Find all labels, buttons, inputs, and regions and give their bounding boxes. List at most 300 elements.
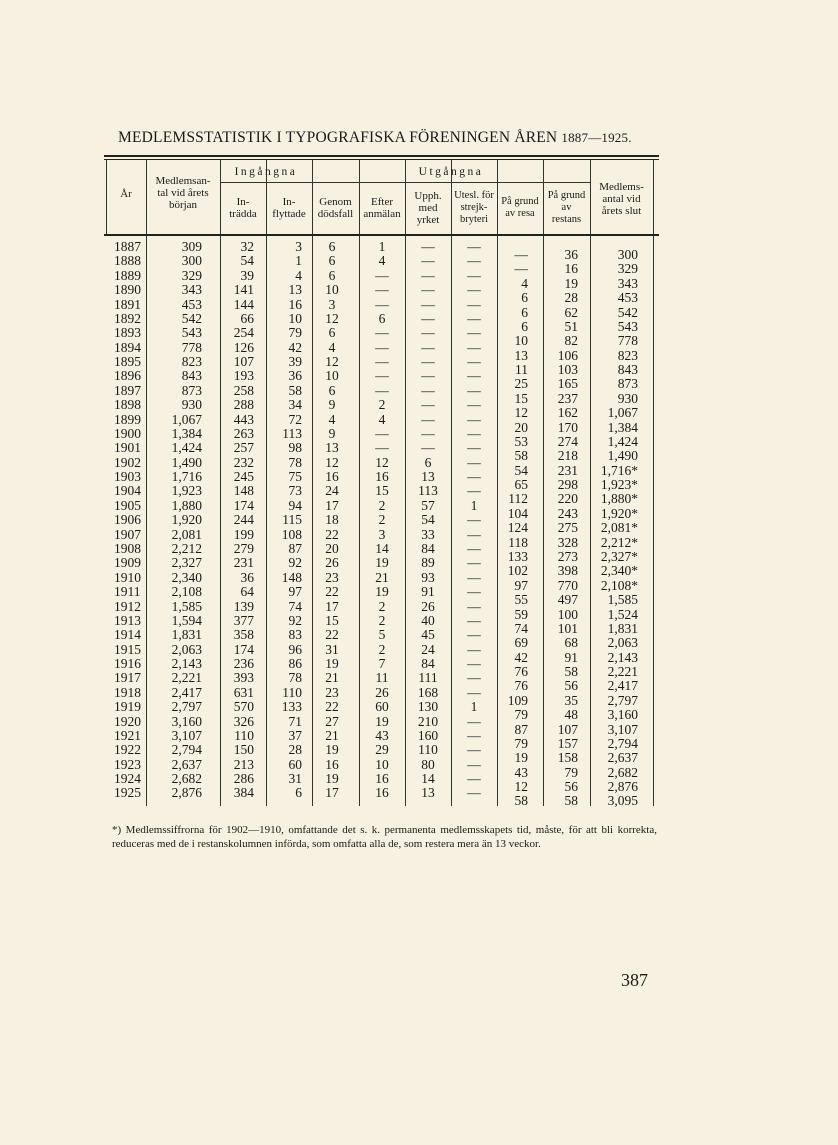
table-cell: 107 <box>557 721 578 737</box>
table-cell: 73 <box>288 483 302 499</box>
table-cell: 78 <box>288 454 302 470</box>
table-cell: 497 <box>557 592 578 608</box>
table-cell: 10 <box>325 282 339 298</box>
table-cell: 843 <box>617 362 638 378</box>
table-cell: 13 <box>421 469 435 485</box>
table-cell: 3 <box>328 296 336 312</box>
table-cell: 9 <box>328 397 336 413</box>
table-cell: 1922 <box>114 742 141 758</box>
table-cell: 453 <box>181 296 202 312</box>
table-cell: 10 <box>375 756 389 772</box>
table-cell: — <box>467 684 481 700</box>
table-cell: 82 <box>564 333 578 349</box>
table-cell: — <box>467 641 481 657</box>
table-cell: 91 <box>421 584 435 600</box>
table-cell: 25 <box>514 376 528 392</box>
table-cell: — <box>421 296 435 312</box>
table-cell: 770 <box>557 577 578 593</box>
table-cell: 2 <box>378 641 386 657</box>
title-main: MEDLEMSSTATISTIK I TYPOGRAFISKA FÖRENINGEN ÅREN <box>118 129 558 146</box>
table-cell: 29 <box>375 742 389 758</box>
table-cell: 2,417 <box>171 684 202 700</box>
table-cell: 1919 <box>114 699 141 715</box>
table-cell: 2 <box>378 512 386 528</box>
table-cell: 13 <box>421 785 435 801</box>
table-cell: 55 <box>514 592 528 608</box>
table-cell: 58 <box>514 448 528 464</box>
table-cell: 1,384 <box>607 419 638 435</box>
table-cell: 19 <box>375 713 389 729</box>
table-cell: 17 <box>325 785 339 801</box>
table-cell: 3 <box>295 239 302 254</box>
table-cell: 1925 <box>114 785 141 801</box>
table-cell: 58 <box>514 793 528 809</box>
table-cell: 1898 <box>114 397 141 413</box>
table-cell: — <box>467 382 481 398</box>
table-cell: 12 <box>514 405 528 421</box>
table-cell: 6 <box>424 454 432 470</box>
table-cell: 254 <box>233 325 254 341</box>
table-cell: — <box>421 325 435 341</box>
table-cell: 56 <box>564 779 578 795</box>
table-cell: 12 <box>514 779 528 795</box>
table-cell: 12 <box>325 354 339 370</box>
table-cell: 126 <box>233 339 254 355</box>
table-cell: 65 <box>514 477 528 493</box>
table-cell: 1907 <box>114 526 141 542</box>
table-cell: 2,143 <box>607 649 638 665</box>
table-cell: 244 <box>233 512 254 528</box>
table-cell: 84 <box>421 540 435 556</box>
table-cell: 71 <box>288 713 302 729</box>
header-ar: År <box>120 188 132 200</box>
table-cell: 112 <box>508 491 528 507</box>
table-cell: 24 <box>325 483 339 499</box>
table-cell: 43 <box>375 727 389 743</box>
table-cell: 92 <box>288 555 302 571</box>
header-inflyttade: In- flyttade <box>272 196 306 220</box>
table-cell: 1,585 <box>607 592 638 608</box>
table-cell: — <box>467 354 481 370</box>
table-cell: 1,384 <box>171 425 202 441</box>
table-cell: 23 <box>325 684 339 700</box>
table-cell: 873 <box>181 382 202 398</box>
table-cell: 2 <box>378 598 386 614</box>
table-cell: 2,637 <box>171 756 202 772</box>
table-cell: 286 <box>233 771 254 787</box>
table-cell: 165 <box>557 376 578 392</box>
table-cell: 31 <box>325 641 339 657</box>
table-cell: — <box>375 282 389 298</box>
table-cell: 144 <box>233 296 254 312</box>
table-cell: 358 <box>233 627 254 643</box>
table-cell: 157 <box>557 735 578 751</box>
table-cell: 16 <box>375 785 389 801</box>
table-cell: 1887 <box>114 239 141 254</box>
table-cell: 53 <box>514 433 528 449</box>
table-cell: 1,716* <box>600 462 638 478</box>
table-cell: 1890 <box>114 282 141 298</box>
table-cell: — <box>467 526 481 542</box>
table-cell: 275 <box>557 520 578 536</box>
table-cell: 60 <box>288 756 302 772</box>
table-cell: 274 <box>557 433 578 449</box>
header-pa-grund-resa: På grund av resa <box>501 196 539 219</box>
table-cell: 326 <box>233 713 254 729</box>
table-cell: 2,797 <box>171 699 202 715</box>
table-cell: 6 <box>328 325 336 341</box>
table-cell: 1910 <box>114 569 141 585</box>
table-cell: 6 <box>521 290 528 306</box>
table-cell: 257 <box>233 440 254 456</box>
table-cell: 16 <box>564 261 578 277</box>
table-cell: 2,327* <box>600 548 638 564</box>
table-cell: — <box>467 339 481 355</box>
table-cell: 23 <box>325 569 339 585</box>
table-cell: 35 <box>564 692 578 708</box>
table-cell: 930 <box>617 390 638 406</box>
table-cell: 1,594 <box>171 612 202 628</box>
table-cell: 1918 <box>114 684 141 700</box>
table-cell: 150 <box>233 742 254 758</box>
table-cell: 36 <box>240 569 254 585</box>
table-cell: 42 <box>514 649 528 665</box>
table-cell: 78 <box>288 670 302 686</box>
table-cell: 32 <box>240 239 254 254</box>
table-cell: 1920 <box>114 713 141 729</box>
table-cell: 288 <box>233 397 254 413</box>
table-cell: 823 <box>181 354 202 370</box>
table-cell: 20 <box>325 540 339 556</box>
table-cell: — <box>467 742 481 758</box>
table-cell: 97 <box>288 584 302 600</box>
header-medlemsantal-borjan: Medlemsan- tal vid årets början <box>155 175 211 211</box>
table-cell: 113 <box>282 425 302 441</box>
table-cell: 778 <box>617 333 638 349</box>
table-cell: 2,637 <box>607 750 638 766</box>
table-cell: 2,063 <box>607 635 638 651</box>
table-cell: — <box>375 368 389 384</box>
table-cell: 778 <box>181 339 202 355</box>
table-cell: 58 <box>288 382 302 398</box>
table-cell: 1906 <box>114 512 141 528</box>
table-cell: 4 <box>328 339 336 355</box>
table-cell: 54 <box>421 512 435 528</box>
table-cell: 174 <box>233 641 254 657</box>
table-cell: 218 <box>557 448 578 464</box>
table-cell: 4 <box>378 253 386 269</box>
table-cell: 92 <box>288 612 302 628</box>
title-years: 1887—1925. <box>561 130 632 145</box>
table-cell: — <box>467 296 481 312</box>
table-cell: — <box>467 612 481 628</box>
table-cell: 130 <box>417 699 439 715</box>
table-cell: 570 <box>233 699 254 715</box>
table-cell: 79 <box>514 735 528 751</box>
table-cell: 13 <box>325 440 339 456</box>
table-cell: 11 <box>375 670 389 686</box>
table-cell: 9 <box>328 425 336 441</box>
table-cell: 1,831 <box>171 627 202 643</box>
table-cell: 16 <box>325 756 339 772</box>
table-cell: 2,212* <box>600 534 638 550</box>
page-title <box>118 129 658 147</box>
table-cell: 243 <box>557 505 578 521</box>
table-cell: 19 <box>325 656 339 672</box>
table-cell: 45 <box>421 627 435 643</box>
table-cell: 1911 <box>114 584 141 600</box>
table-cell: 89 <box>421 555 435 571</box>
table-cell: — <box>421 368 435 384</box>
table-cell: 59 <box>514 606 528 622</box>
table-cell: 1 <box>470 497 478 513</box>
table-cell: 328 <box>557 534 578 550</box>
table-cell: 1923 <box>114 756 141 772</box>
table-cell: 2,143 <box>171 656 202 672</box>
table-cell: — <box>467 540 481 556</box>
table-cell: 1909 <box>114 555 141 571</box>
table-cell: — <box>375 296 389 312</box>
table-cell: 5 <box>378 627 386 643</box>
table-cell: 58 <box>564 664 578 680</box>
table-cell: 12 <box>325 454 339 470</box>
table-cell: 1888 <box>114 253 141 269</box>
table-cell: 236 <box>233 656 254 672</box>
table-cell: — <box>467 454 481 470</box>
header-pa-grund-restans: På grund av restans <box>547 190 586 225</box>
table-cell: 37 <box>288 727 302 743</box>
table-cell: 160 <box>417 727 439 743</box>
table-cell: 162 <box>557 405 578 421</box>
table-cell: — <box>421 253 435 269</box>
table-cell: 74 <box>288 598 302 614</box>
table-cell: 258 <box>233 382 254 398</box>
table-cell: 7 <box>378 656 386 672</box>
table-cell: 2,682 <box>607 764 638 780</box>
table-cell: 6 <box>328 239 336 254</box>
table-cell: 6 <box>378 310 386 326</box>
table-cell: 1899 <box>114 411 141 427</box>
table-cell: 213 <box>233 756 254 772</box>
table-cell: — <box>467 569 481 585</box>
table-cell: 232 <box>233 454 254 470</box>
table-cell: 3,095 <box>607 793 638 809</box>
header-genom-dodsfall: Genom dödsfall <box>317 196 354 220</box>
table-cell: 393 <box>233 670 254 686</box>
table-cell: 1903 <box>114 469 141 485</box>
table-cell: 1 <box>470 699 478 715</box>
table-cell: 6 <box>328 267 336 283</box>
table-cell: — <box>421 267 435 283</box>
table-cell: 54 <box>240 253 254 269</box>
table-cell: 26 <box>325 555 339 571</box>
table-cell: 21 <box>325 727 339 743</box>
table-cell: 36 <box>564 247 578 262</box>
table-cell: 96 <box>288 641 302 657</box>
table-cell: 3 <box>378 526 386 542</box>
table-cell: 1891 <box>114 296 141 312</box>
table-cell: — <box>375 325 389 341</box>
table-cell: 148 <box>281 569 302 585</box>
table-cell: — <box>467 310 481 326</box>
table-cell: 75 <box>288 469 302 485</box>
table-cell: 39 <box>288 354 302 370</box>
table-cell: 384 <box>233 785 254 801</box>
table-cell: 43 <box>514 764 528 780</box>
table-cell: 51 <box>564 318 578 334</box>
table-cell: 1916 <box>114 656 141 672</box>
table-cell: 1,923* <box>600 477 638 493</box>
table-cell: 10 <box>514 333 528 349</box>
table-cell: 329 <box>181 267 202 283</box>
table-cell: 1915 <box>114 641 141 657</box>
table-cell: 83 <box>288 627 302 643</box>
table-cell: 873 <box>617 376 638 392</box>
page-number: 387 <box>621 970 648 990</box>
table-cell: 279 <box>233 540 254 556</box>
table-cell: 15 <box>375 483 389 499</box>
table-cell: 543 <box>617 318 638 334</box>
table-cell: 199 <box>233 526 254 542</box>
table-cell: 1,880* <box>600 491 638 507</box>
table-cell: 1912 <box>114 598 141 614</box>
table-cell: 31 <box>288 771 302 787</box>
table-cell: 1900 <box>114 425 141 441</box>
table-cell: 101 <box>557 620 578 636</box>
table-cell: 19 <box>325 742 339 758</box>
table-cell: — <box>467 282 481 298</box>
table-cell: — <box>421 339 435 355</box>
table-cell: — <box>467 440 481 456</box>
table-cell: 69 <box>514 635 528 651</box>
table-cell: 64 <box>240 584 254 600</box>
table-cell: 930 <box>181 397 202 413</box>
table-cell: 111 <box>418 670 438 686</box>
table-cell: 1892 <box>114 310 141 326</box>
table-cell: — <box>467 627 481 643</box>
table-cell: — <box>514 261 528 277</box>
table-cell: 1905 <box>114 497 141 513</box>
table-cell: — <box>375 425 389 441</box>
table-cell: — <box>467 656 481 672</box>
table-cell: — <box>467 425 481 441</box>
table-cell: 1 <box>295 253 302 269</box>
table-cell: 2 <box>378 497 386 513</box>
table-cell: — <box>421 425 435 441</box>
table-cell: 16 <box>375 469 389 485</box>
table-cell: — <box>467 411 481 427</box>
table-cell: 79 <box>514 707 528 723</box>
table-cell: 15 <box>325 612 339 628</box>
table-cell: 110 <box>418 742 438 758</box>
table-cell: — <box>421 282 435 298</box>
table-cell: — <box>467 584 481 600</box>
table-cell: 26 <box>421 598 435 614</box>
table-cell: 87 <box>288 540 302 556</box>
table-cell: 6 <box>328 253 336 269</box>
table-cell: — <box>467 239 481 254</box>
table-cell: 273 <box>557 548 578 564</box>
table-cell: 3,107 <box>607 721 638 737</box>
table-cell: 1,880 <box>171 497 202 513</box>
table-cell: 100 <box>557 606 578 622</box>
table-cell: 231 <box>557 462 578 478</box>
table-cell: 139 <box>233 598 254 614</box>
ingangna-rule <box>220 182 312 183</box>
table-cell: — <box>375 339 389 355</box>
table-cell: 1921 <box>114 727 141 743</box>
table-cell: 124 <box>507 520 528 536</box>
table-cell: 27 <box>325 713 339 729</box>
table-cell: — <box>467 555 481 571</box>
table-cell: 33 <box>421 526 435 542</box>
table-cell: 76 <box>514 678 528 694</box>
table-cell: — <box>467 368 481 384</box>
table-cell: 631 <box>233 684 254 700</box>
table-cell: 2,876 <box>171 785 202 801</box>
table-cell: 19 <box>375 555 389 571</box>
table-cell: 14 <box>375 540 389 556</box>
table-cell: 1,920* <box>600 505 638 521</box>
table-cell: 94 <box>288 497 302 513</box>
table-cell: 2,212 <box>171 540 202 556</box>
table-cell: 377 <box>233 612 254 628</box>
table-cell: 2,108 <box>171 584 202 600</box>
table-cell: 2 <box>378 397 386 413</box>
table-cell: 108 <box>281 526 302 542</box>
table-cell: 1,831 <box>607 620 638 636</box>
table-cell: 104 <box>507 505 528 521</box>
table-cell: 1904 <box>114 483 141 499</box>
table-cell: 110 <box>234 727 254 743</box>
table-cell: 1 <box>378 239 386 254</box>
table-cell: 22 <box>325 526 339 542</box>
table-cell: 1893 <box>114 325 141 341</box>
header-medlemsantal-slut: Medlems- antal vid årets slut <box>599 181 644 217</box>
table-cell: 3,160 <box>171 713 202 729</box>
table-cell: 1,490 <box>607 448 638 464</box>
table-cell: — <box>421 440 435 456</box>
table-cell: 2,876 <box>607 779 638 795</box>
table-cell: 115 <box>282 512 302 528</box>
table-cell: 823 <box>617 347 638 363</box>
table-cell: — <box>467 512 481 528</box>
table-cell: 91 <box>564 649 578 665</box>
header-efter-anmalan: Efter anmälan <box>363 196 401 220</box>
table-cell: 18 <box>325 512 339 528</box>
table-cell: 133 <box>507 548 528 564</box>
table-cell: 62 <box>564 304 578 320</box>
table-cell: 57 <box>421 497 435 513</box>
table-cell: 1895 <box>114 354 141 370</box>
header-group-ingangna: Ingångna <box>234 166 298 178</box>
table-cell: 443 <box>233 411 254 427</box>
table-cell: 11 <box>515 362 528 378</box>
table-cell: 1,920 <box>171 512 202 528</box>
table-cell: 2,340* <box>600 563 638 579</box>
table-cell: 86 <box>288 656 302 672</box>
table-cell: 1,424 <box>171 440 202 456</box>
table-cell: 26 <box>375 684 389 700</box>
table-cell: 79 <box>564 764 578 780</box>
table-cell: 168 <box>417 684 439 700</box>
table-cell: — <box>421 354 435 370</box>
table-cell: 97 <box>514 577 528 593</box>
table-cell: 110 <box>282 684 302 700</box>
table-cell: 231 <box>233 555 254 571</box>
table-cell: 237 <box>557 390 578 406</box>
table-cell: 1,585 <box>171 598 202 614</box>
